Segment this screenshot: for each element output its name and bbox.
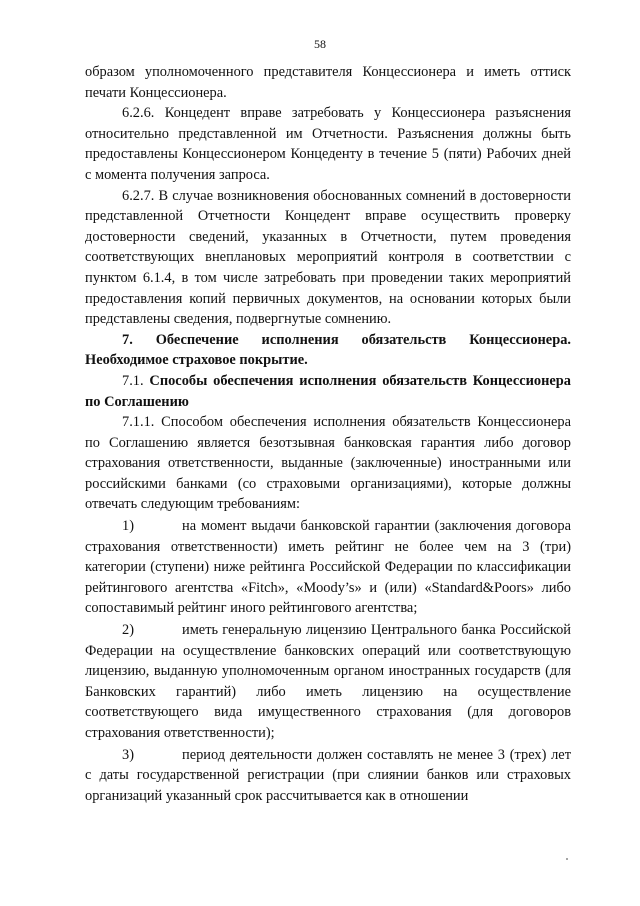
paragraph-7-1-1: 7.1.1. Способом обеспечения исполнения обязательств Концессионера по Соглашению является безотзывная банковская гарантия либо договор страхования ответственности, выданные (заключенные) иностранными или российскими банками (со страховыми организациями), которые должны отвечать следующим требованиям:: [85, 414, 571, 513]
list-number: 1): [122, 518, 134, 535]
list-text: иметь генеральную лицензию Центрального банка Российской Федерации на осуществление банковских операций или соответствующую лицензию, выданную уполномоченным органом иностранных государств (для Банковских гарантий) либо иметь лицензию на осуществление соответствующего вида имущественного страхования (для договоров страхования ответственности);: [85, 622, 571, 741]
page-number: 58: [314, 37, 326, 51]
list-number: 3): [122, 746, 134, 763]
paragraph-6-2-6: 6.2.6. Концедент вправе затребовать у Концессионера разъяснения относительно представленной им Отчетности. Разъяснения должны быть предоставлены Концессионером Концеденту в течение 5 (пяти) Рабочих дней с момента получения запроса.: [85, 105, 571, 183]
list-text: период деятельности должен составлять не менее 3 (трех) лет с даты государственной регистрации (при слиянии банков или страховых организаций указанный срок рассчитывается как в отношении: [85, 746, 571, 804]
subsection-title: Способы обеспечения исполнения обязательств Концессионера по Соглашению: [85, 372, 571, 410]
list-text: на момент выдачи банковской гарантии (заключения договора страхования ответственности) иметь рейтинг не более чем на 3 (три) категории (ступени) ниже рейтинга Российской Федерации по классификации рейтингового агентства «Fitch», «Moody’s» и (или) «Standard&Poors» либо сопоставимый рейтинг иного рейтингового агентства;: [85, 518, 571, 617]
document-body: [85, 62, 571, 806]
list-item-1: [85, 516, 571, 619]
list-item-3: [85, 745, 571, 807]
subsection-number: 7.1.: [122, 372, 144, 389]
paragraph-continuation: образом уполномоченного представителя Концессионера и иметь оттиск печати Концессионера.: [85, 64, 571, 101]
subsection-heading-7-1: [85, 371, 571, 412]
list-item-2: [85, 620, 571, 744]
section-heading-7: 7. Обеспечение исполнения обязательств Концессионера. Необходимое страховое покрытие.: [85, 331, 571, 369]
scan-speck: [566, 858, 568, 860]
paragraph-6-2-7: 6.2.7. В случае возникновения обоснованных сомнений в достоверности представленной Отчетности Концедент вправе осуществить проверку достоверности сведений, указанных в Отчетности, путем проведения соответствующих внеплановых мероприятий контроля в соответствии с пунктом 6.1.4, в том числе затребовать при проведении таких мероприятий предоставления копий первичных документов, на основании которых были представлены сведения, подвергнутые сомнению.: [85, 187, 571, 328]
list-number: 2): [122, 622, 134, 639]
